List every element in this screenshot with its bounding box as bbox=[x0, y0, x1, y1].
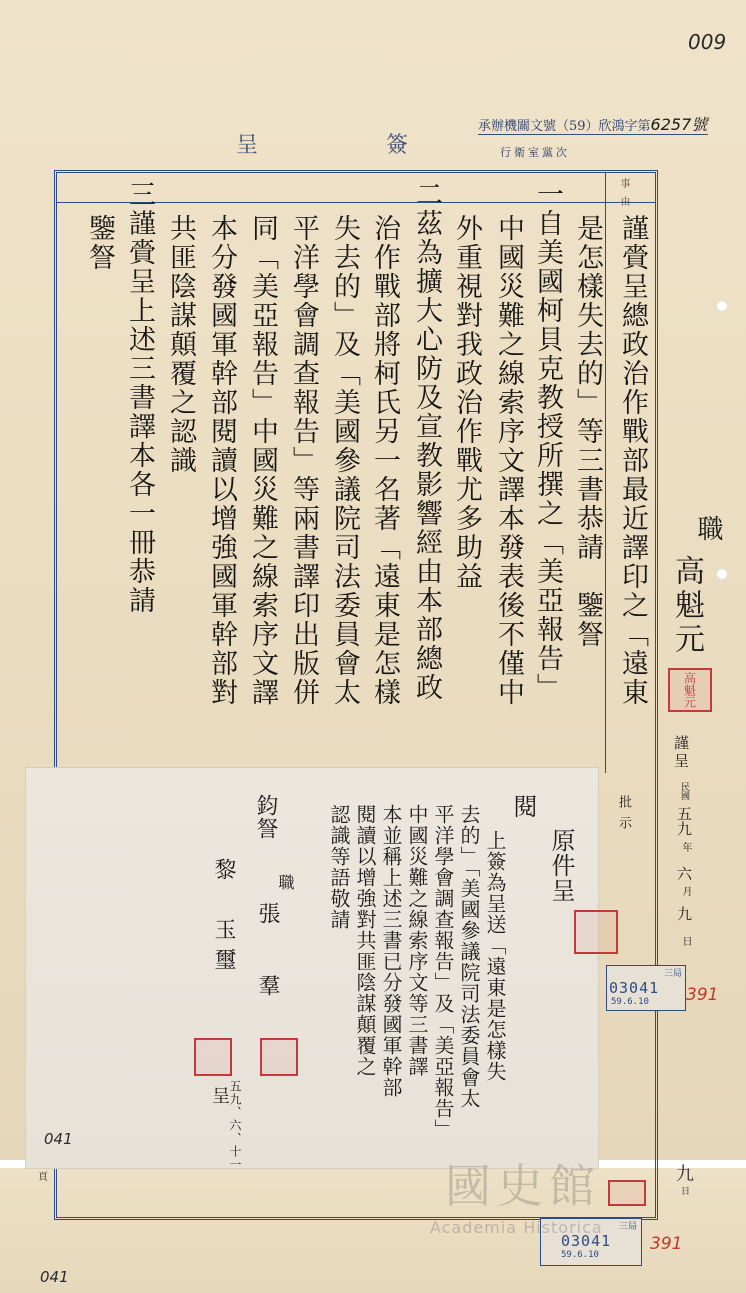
punch-hole-middle bbox=[716, 568, 728, 580]
frame-column-divider-body bbox=[655, 173, 656, 1217]
signer-name: 高魁元 bbox=[669, 555, 704, 657]
reference-underline bbox=[478, 134, 708, 135]
signer-title: 職 bbox=[693, 515, 723, 541]
slip-column-1: 原件呈 bbox=[547, 828, 575, 903]
reference-number-hand: 6257號 bbox=[650, 115, 708, 134]
slip-closing: 呈 bbox=[209, 1086, 230, 1105]
slip-signer-title: 職 bbox=[276, 874, 295, 891]
main-column-10: 同「美亞報告」中國災難之線索序文譯 bbox=[247, 214, 278, 707]
date-month-unit: 月 bbox=[680, 886, 691, 896]
archive-watermark-subtitle: Academia Historica bbox=[430, 1218, 603, 1237]
main-column-6: 二茲為擴大心防及宣教影響經由本部總政 bbox=[411, 180, 442, 702]
document-title-char-2: 呈 bbox=[236, 133, 261, 158]
slip-column-3: 上簽為呈送「遠東是怎樣失 bbox=[483, 830, 507, 1082]
reference-number bbox=[478, 112, 707, 135]
slip-column-9: 認識等語敬請 bbox=[327, 804, 351, 930]
main-column-11: 本分發國軍幹部閱讀以增強國軍幹部對 bbox=[206, 214, 237, 707]
slip-date: 五九、六、十一 bbox=[228, 1080, 242, 1171]
main-column-2: 是怎樣失去的」等三書恭請 鑒詧 bbox=[572, 214, 603, 649]
reference-number-printed: 承辦機關文號（59）欣鴻字第 bbox=[478, 119, 651, 134]
lower-approval-seal bbox=[608, 1180, 646, 1206]
reference-sub: 行衛室黨次 bbox=[500, 146, 570, 159]
slip-seal-zhang bbox=[260, 1038, 298, 1076]
closing-text: 謹呈 bbox=[672, 735, 690, 771]
slip-column-5: 平洋學會調查報告」及「美亞報告」 bbox=[431, 804, 455, 1140]
receipt-office-2: 三局 bbox=[618, 1222, 637, 1232]
main-column-8: 失去的」及「美國參議院司法委員會太 bbox=[329, 214, 360, 707]
punch-hole-top bbox=[716, 300, 728, 312]
receipt-serial-2: 03041 bbox=[561, 1232, 612, 1250]
slip-seal-li bbox=[194, 1038, 232, 1076]
receipt-serial: 03041 bbox=[609, 979, 660, 997]
slip-column-2: 閱 bbox=[509, 794, 537, 819]
main-column-4: 中國災難之線索序文譯本發表後不僅中 bbox=[493, 214, 524, 707]
bottom-right-char: 九 bbox=[676, 1164, 694, 1185]
date-prefix: 民國 bbox=[679, 782, 689, 800]
date-day-unit: 日 bbox=[680, 936, 691, 946]
date-day: 九 bbox=[675, 906, 693, 921]
main-column-13: 三謹賫呈上述三書譯本各一冊恭請 bbox=[124, 180, 155, 615]
approval-slip bbox=[26, 768, 598, 1171]
document-title-char-1: 簽 bbox=[386, 133, 411, 158]
receipt-number-red-2: 391 bbox=[650, 1234, 683, 1254]
main-column-9: 平洋學會調查報告」等兩書譯印出版併 bbox=[288, 214, 319, 707]
slip-signer-name-1: 張 羣 bbox=[255, 902, 280, 1010]
receipt-date-hand-2: 59.6.10 bbox=[561, 1250, 599, 1260]
main-column-7: 治作戰部將柯氏另一名著「遠東是怎樣 bbox=[369, 214, 400, 707]
slip-column-10: 鈞詧 bbox=[253, 794, 278, 840]
frame-column-divider-subject bbox=[605, 173, 606, 773]
main-column-1: 謹賫呈總政治作戰部最近譯印之「遠東 bbox=[617, 214, 648, 707]
page-number-top: 009 bbox=[688, 30, 727, 54]
receipt-date-hand: 59.6.10 bbox=[611, 997, 649, 1007]
slip-column-8: 閱讀以增強對共匪陰謀顛覆之 bbox=[353, 804, 377, 1077]
receipt-stamp-top bbox=[606, 965, 686, 1011]
approval-seal bbox=[574, 910, 618, 954]
receipt-office: 三局 bbox=[663, 969, 682, 979]
left-margin-number-2: 041 bbox=[40, 1268, 69, 1286]
slip-column-6: 中國災難之線索序文等三書譯 bbox=[405, 804, 429, 1077]
archive-watermark: 國史館 bbox=[445, 1159, 601, 1213]
main-column-5: 外重視對我政治作戰尤多助益 bbox=[451, 214, 482, 591]
slip-column-7: 本並稱上述三書已分發國軍幹部 bbox=[379, 804, 403, 1098]
slip-signer-name-2: 黎 玉璽 bbox=[211, 858, 236, 978]
bottom-right-sub: 日 bbox=[681, 1187, 691, 1197]
date-year-unit: 年 bbox=[680, 842, 691, 852]
main-column-12: 共匪陰謀顛覆之認識 bbox=[165, 214, 196, 475]
date-year: 五九 bbox=[675, 806, 693, 836]
main-column-3: 一自美國柯貝克教授所撰之「美亞報告」 bbox=[532, 180, 563, 702]
approval-label: 批示 bbox=[616, 795, 631, 837]
left-margin-number-1: 041 bbox=[44, 1130, 73, 1148]
date-month: 六 bbox=[675, 866, 693, 881]
signer-seal: 高魁元 bbox=[668, 668, 712, 712]
slip-column-4: 去的」「美國參議院司法委員會太 bbox=[457, 804, 481, 1109]
main-column-14: 鑒詧 bbox=[84, 214, 115, 272]
subject-label: 事由 bbox=[618, 178, 629, 214]
receipt-number-red: 391 bbox=[686, 985, 719, 1005]
left-page-mark: 頁 bbox=[38, 1172, 48, 1183]
